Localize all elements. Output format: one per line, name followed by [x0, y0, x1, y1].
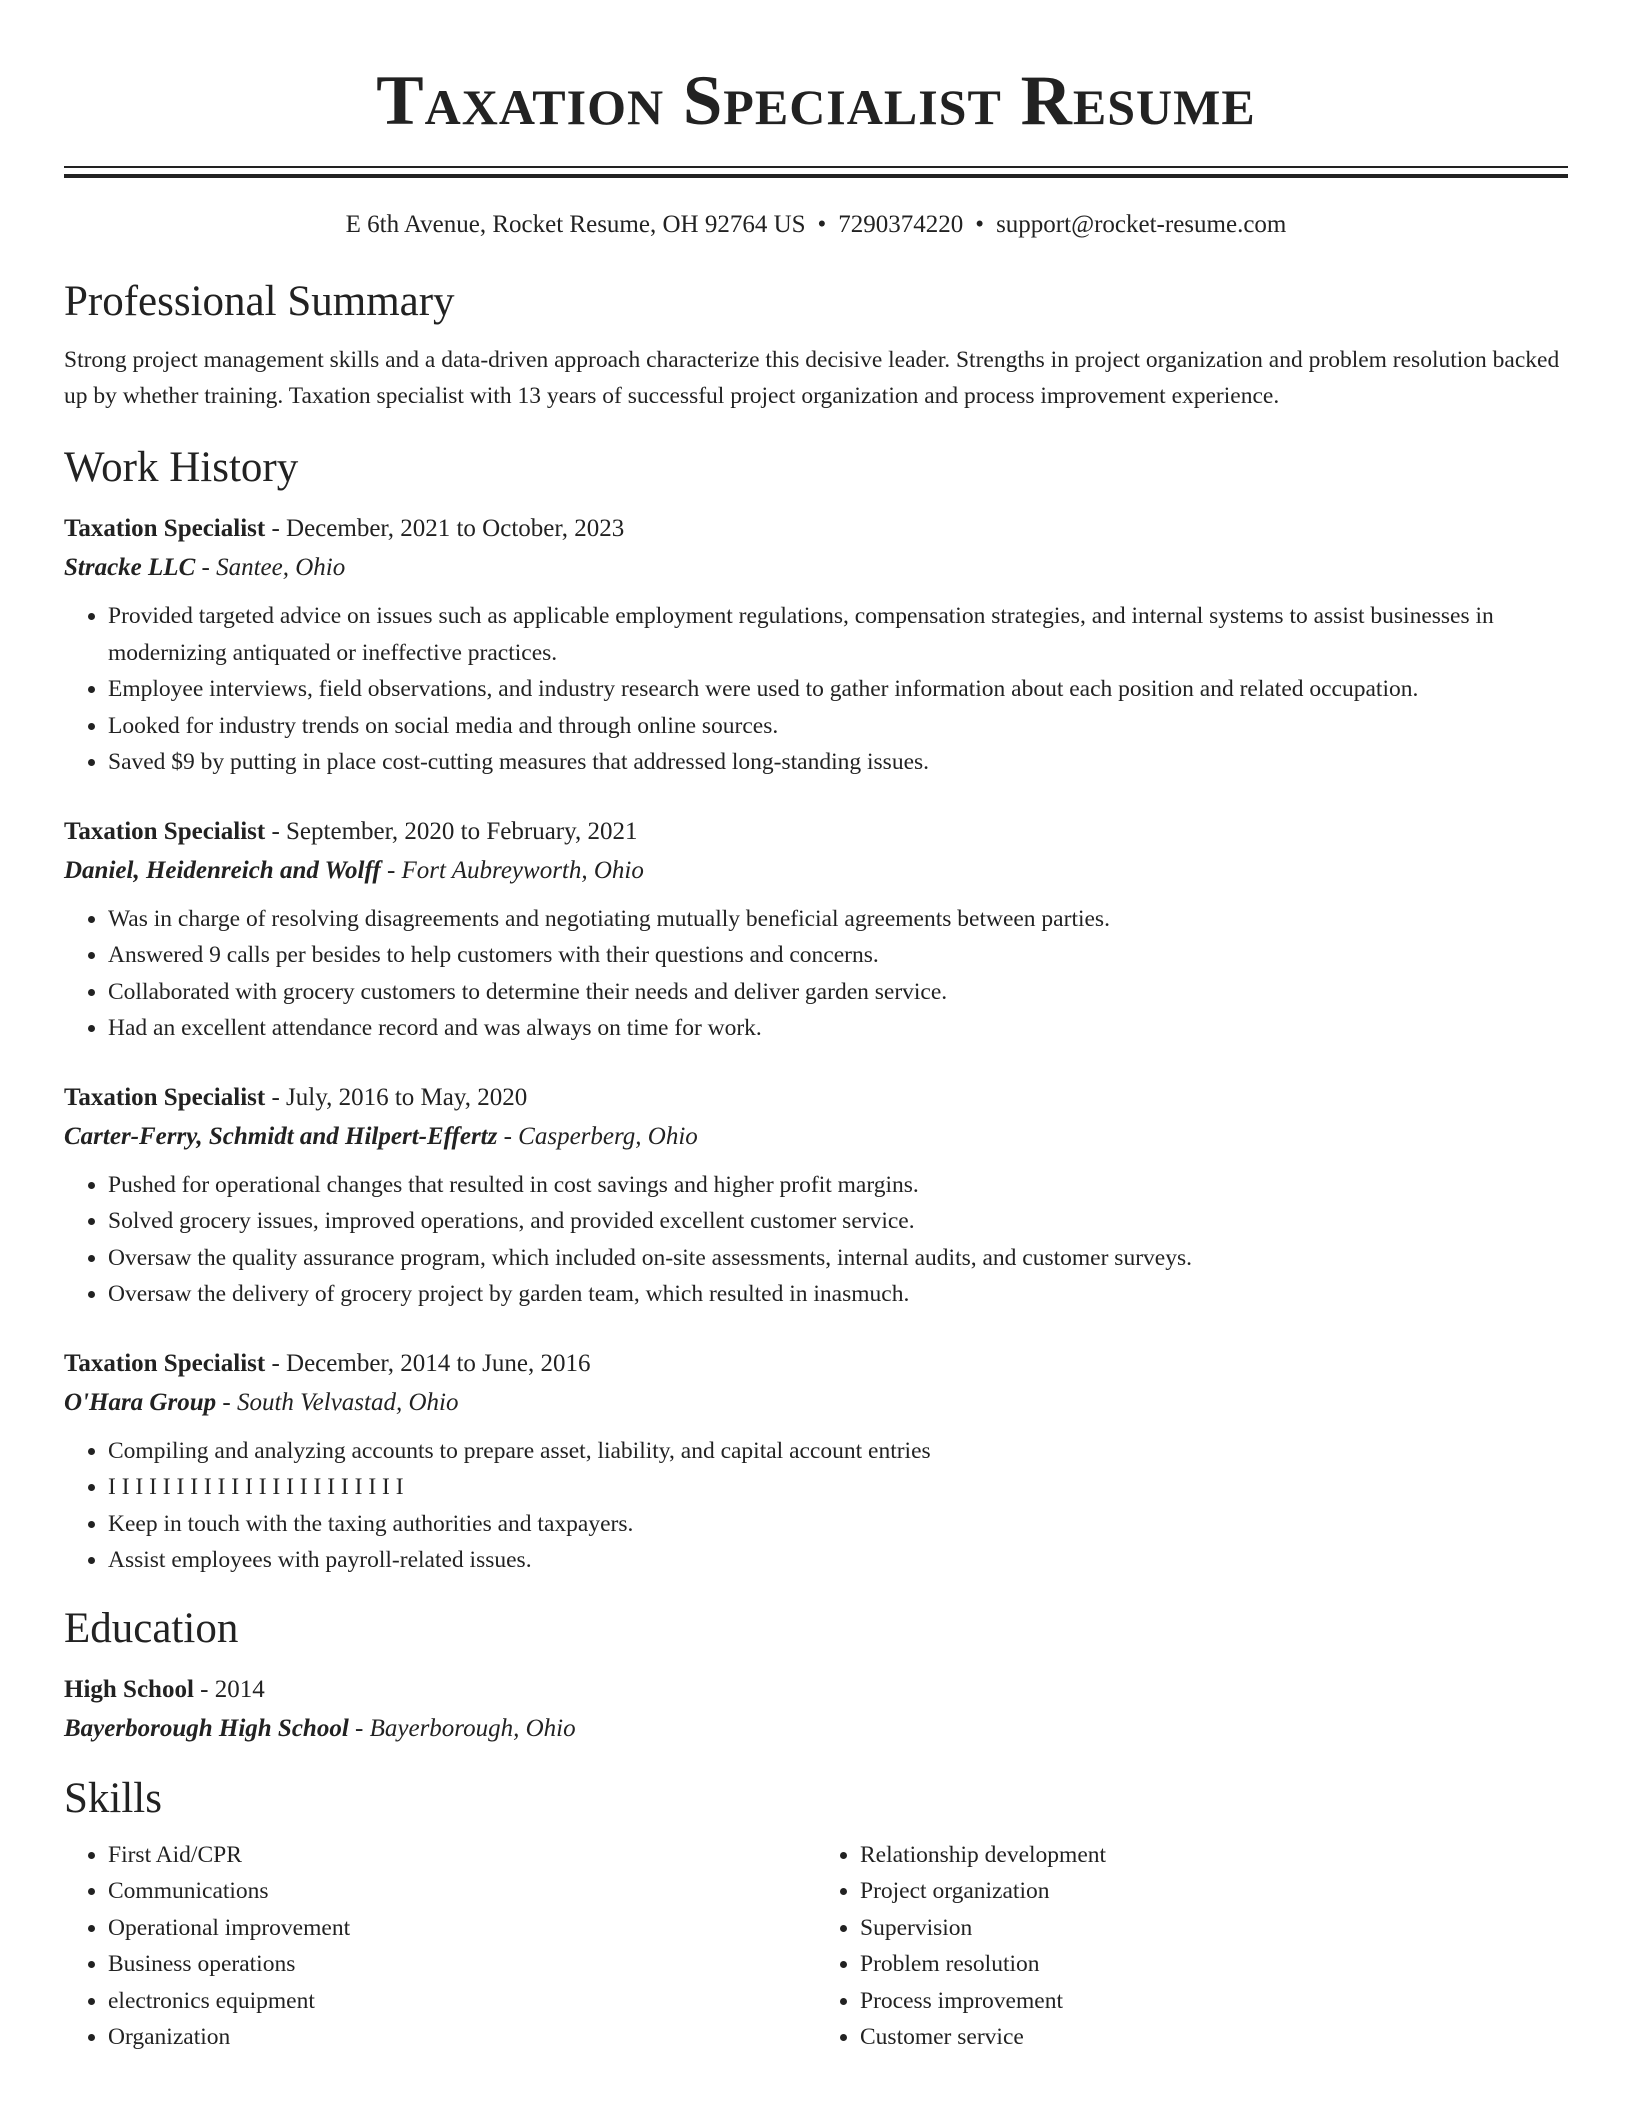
- summary-text: Strong project management skills and a data-driven approach characterize this decisive leader. Strengths in project organization and problem resolution backed up by whether training. Taxation specialist with 13 years of successful project organization and process improvement experience.: [64, 347, 1560, 409]
- contact-address: E 6th Avenue, Rocket Resume, OH 92764 US: [345, 211, 806, 238]
- education-degree: High School: [64, 1675, 194, 1703]
- skill-item: • Communications: [108, 1873, 816, 1910]
- job-dates: - September, 2020 to February, 2021: [265, 817, 638, 845]
- job-bullet: • Collaborated with grocery customers to determine their needs and deliver garden service.: [108, 974, 1568, 1011]
- job-company: Carter-Ferry, Schmidt and Hilpert-Effertz: [64, 1122, 498, 1150]
- work-history-section: [64, 442, 1568, 1579]
- job-location: - Santee, Ohio: [195, 554, 346, 581]
- skill-item: • First Aid/CPR: [108, 1837, 816, 1874]
- job-bullet: • Had an excellent attendance record and was always on time for work.: [108, 1010, 1568, 1047]
- job-entry: [64, 1345, 1568, 1579]
- education-entry: [64, 1671, 1568, 1749]
- job-bullet: • Oversaw the delivery of grocery project by garden team, which resulted in inasmuch.: [108, 1276, 1568, 1313]
- job-dates: - December, 2021 to October, 2023: [265, 515, 625, 542]
- job-entry: [64, 510, 1568, 781]
- job-bullet: • Provided targeted advice on issues such as applicable employment regulations, compensation strategies, and internal systems to assist businesses in modernizing antiquated or ineffective practices.: [108, 598, 1568, 671]
- education-year: - 2014: [193, 1675, 265, 1703]
- job-company-line: [64, 1383, 1568, 1423]
- job-bullets: [64, 901, 1568, 1047]
- skill-item: • Organization: [108, 2019, 816, 2056]
- title-divider-thin: [64, 166, 1568, 168]
- skills-column-left: [64, 1837, 816, 2056]
- skill-item: • Customer service: [860, 2019, 1568, 2056]
- skills-grid: [64, 1837, 1568, 2056]
- contact-phone: 7290374220: [838, 211, 964, 238]
- job-company: O'Hara Group: [64, 1388, 217, 1416]
- skill-item: • Supervision: [860, 1910, 1568, 1947]
- skill-item: • Project organization: [860, 1873, 1568, 1910]
- education-section: [64, 1603, 1568, 1749]
- job-bullet: • Assist employees with payroll-related issues.: [108, 1542, 1568, 1579]
- skill-item: • Process improvement: [860, 1983, 1568, 2020]
- job-title-line: [64, 813, 1568, 851]
- contact-separator: •: [817, 211, 827, 238]
- resume-title: Taxation Specialist Resume: [376, 62, 1256, 140]
- skills-column-right: [816, 1837, 1568, 2056]
- work-history-heading: Work History: [64, 444, 299, 491]
- job-bullet: • Saved $9 by putting in place cost-cutting measures that addressed long-standing issues.: [108, 744, 1568, 781]
- summary-heading: Professional Summary: [64, 278, 455, 325]
- job-bullets: [64, 1167, 1568, 1313]
- job-company-line: [64, 1117, 1568, 1157]
- job-bullet: • Solved grocery issues, improved operations, and provided excellent customer service.: [108, 1203, 1568, 1240]
- job-company-line: [64, 548, 1568, 588]
- job-company: Daniel, Heidenreich and Wolff: [64, 856, 381, 884]
- skill-item: • Business operations: [108, 1946, 816, 1983]
- summary-section: [64, 276, 1568, 414]
- skills-section: [64, 1773, 1568, 2056]
- contact-email: support@rocket-resume.com: [996, 211, 1287, 238]
- job-title: Taxation Specialist: [64, 817, 266, 845]
- job-bullet: • Keep in touch with the taxing authorities and taxpayers.: [108, 1506, 1568, 1543]
- job-dates: - July, 2016 to May, 2020: [265, 1083, 528, 1111]
- job-location: - Casperberg, Ohio: [497, 1122, 698, 1150]
- job-bullet: • Answered 9 calls per besides to help customers with their questions and concerns.: [108, 937, 1568, 974]
- job-location: - Fort Aubreyworth, Ohio: [380, 856, 644, 884]
- job-bullet: • Pushed for operational changes that resulted in cost savings and higher profit margins.: [108, 1167, 1568, 1204]
- job-bullet: • Looked for industry trends on social media and through online sources.: [108, 708, 1568, 745]
- title-divider-thick: [64, 174, 1568, 178]
- contact-separator: •: [975, 211, 985, 238]
- education-location: - Bayerborough, Ohio: [348, 1714, 576, 1742]
- job-title: Taxation Specialist: [64, 515, 266, 542]
- job-bullet: • I I I I I I I I I I I I I I I I I I I I I I: [108, 1469, 1568, 1506]
- job-bullet: • Oversaw the quality assurance program, which included on-site assessments, internal audits, and customer surveys.: [108, 1240, 1568, 1277]
- job-entry: [64, 813, 1568, 1047]
- job-entry: [64, 1079, 1568, 1313]
- job-title-line: [64, 1079, 1568, 1117]
- job-bullets: [64, 1433, 1568, 1579]
- job-title-line: [64, 510, 1568, 548]
- job-bullet: • Was in charge of resolving disagreements and negotiating mutually beneficial agreements between parties.: [108, 901, 1568, 938]
- job-title: Taxation Specialist: [64, 1083, 266, 1111]
- job-company: Stracke LLC: [64, 554, 196, 581]
- education-heading: Education: [64, 1604, 239, 1652]
- job-title: Taxation Specialist: [64, 1349, 266, 1377]
- skill-item: • Operational improvement: [108, 1910, 816, 1947]
- education-school-line: [64, 1709, 1568, 1749]
- education-school: Bayerborough High School: [64, 1714, 349, 1742]
- skills-heading: Skills: [64, 1774, 162, 1822]
- job-company-line: [64, 851, 1568, 891]
- job-title-line: [64, 1345, 1568, 1383]
- skill-item: • Relationship development: [860, 1837, 1568, 1874]
- job-bullets: [64, 598, 1568, 781]
- education-degree-line: [64, 1671, 1568, 1709]
- job-location: - South Velvastad, Ohio: [216, 1388, 459, 1416]
- skill-item: • Problem resolution: [860, 1946, 1568, 1983]
- job-bullet: • Employee interviews, field observations, and industry research were used to gather information about each position and related occupation.: [108, 671, 1568, 708]
- job-dates: - December, 2014 to June, 2016: [265, 1349, 591, 1377]
- contact-line: [64, 208, 1568, 242]
- job-bullet: • Compiling and analyzing accounts to prepare asset, liability, and capital account entries: [108, 1433, 1568, 1470]
- skill-item: • electronics equipment: [108, 1983, 816, 2020]
